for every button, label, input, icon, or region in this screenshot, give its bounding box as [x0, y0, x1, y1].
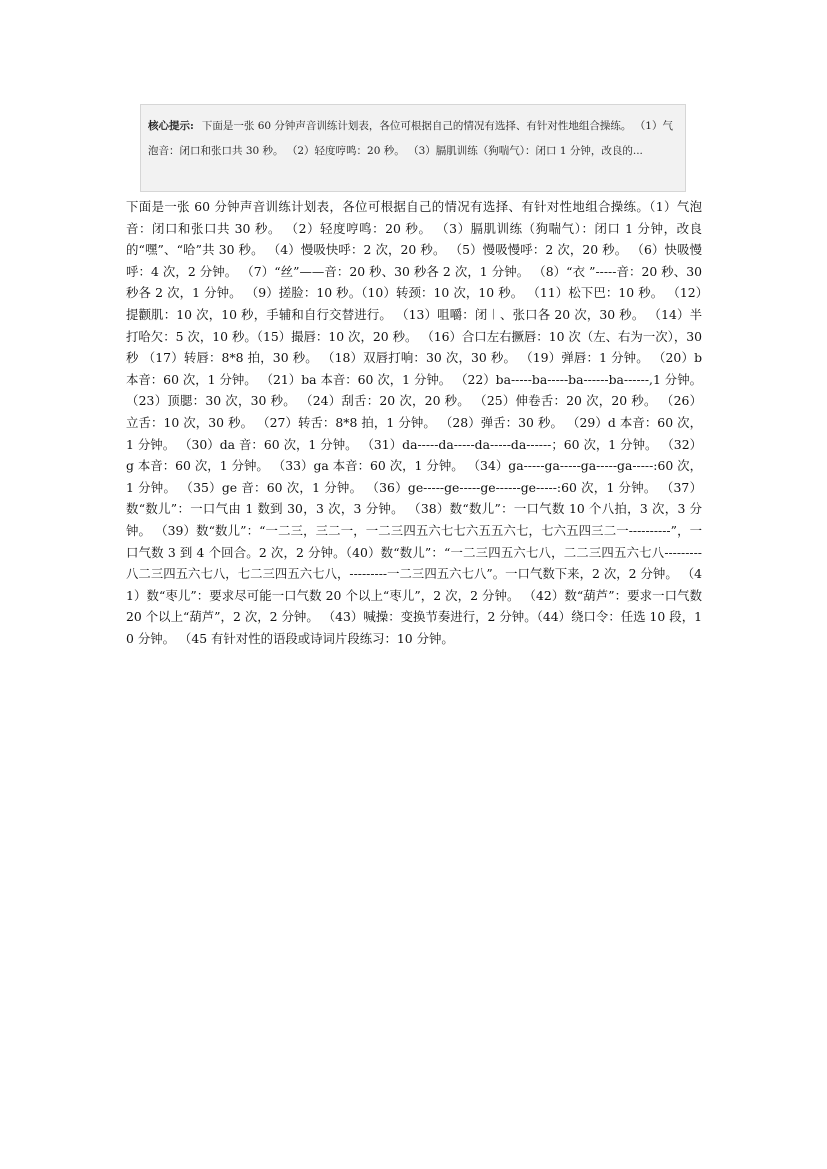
article-body: 下面是一张 60 分钟声音训练计划表，各位可根据自己的情况有选择、有针对性地组合操练。（1）气泡音：闭口和张口共 30 秒。 （2）轻度哼鸣：20 秒。 （3）膈肌训练（狗喘气）：闭口 1 分钟，改良的“嘿”、“哈”共 30 秒。 （4）慢吸快呼：2 次，20 秒。 （5）慢吸慢呼：2 次，20 秒。 （6）快吸慢呼：4 次，2 分钟。 （7）“丝”——音：20 秒、30 秒各 2 次，1 分钟。 （8）“衣 ”-----音：20 秒、30 秒各 2 次，1 分钟。 （9）搓脸：10 秒。（10）转颈：10 次，10 秒。 （11）松下巴：10 秒。 （12）提颧肌：10 次，10 秒，手辅和自行交替进行。 （13）咀嚼：闭︱、张口各 20 次，30 秒。 （14）半打哈欠：5 次，10 秒。（15）撮唇：10 次，20 秒。 （16）合口左右撅唇：10 次（左、右为一次），30 秒 （17）转唇：8*8 拍，30 秒。 （18）双唇打响：30 次，30 秒。 （19）弹唇：1 分钟。 （20）b 本音：60 次，1 分钟。 （21）ba 本音：60 次，1 分钟。 （22）ba-----ba-----ba------ba------,1 分钟。 （23）顶腮：30 次，30 秒。 （24）刮舌：20 次，20 秒。 （25）伸卷舌：20 次，20 秒。 （26）立舌：10 次，30 秒。 （27）转舌：8*8 拍，1 分钟。 （28）弹舌：30 秒。 （29）d 本音：60 次，1 分钟。 （30）da 音：60 次，1 分钟。 （31）da-----da-----da-----da------；60 次，1 分钟。 （32）g 本音：60 次，1 分钟。 （33）ga 本音：60 次，1 分钟。 （34）ga-----ga-----ga-----ga-----:60 次，1 分钟。 （35）ge 音：60 次，1 分钟。 （36）ge-----ge-----ge------ge-----:60 次，1 分钟。 （37）数“数儿”：一口气由 1 数到 30，3 次，3 分钟。 （38）数“数儿”：一口气数 10 个八拍，3 次，3 分钟。 （39）数“数儿”：“一二三，三二一，一二三四五六七七六五五六七，七六五四三二一----------”，一口气数 3 到 4 个回合。2 次，2 分钟。（40）数“数儿”：“一二三四五六七八，二二三四五六七八---------八二三四五六七八，七二三四五六七八，---------一二三四五六七八”。一口气数下来，2 次，2 分钟。 （41）数“枣儿”：要求尽可能一口气数 20 个以上“枣儿”，2 次，2 分钟。 （42）数“葫芦”：要求一口气数 20 个以上“葫芦”，2 次，2 分钟。 （43）喊操：变换节奏进行，2 分钟。（44）绕口令：任选 10 段，10 分钟。 （45 有针对性的语段或诗词片段练习：10 分钟。 [126, 199, 702, 646]
summary-box [140, 104, 686, 192]
summary-label: 核心提示: [148, 120, 194, 132]
summary-text: 下面是一张 60 分钟声音训练计划表，各位可根据自己的情况有选择、有针对性地组合操练。 （1）气泡音：闭口和张口共 30 秒。 （2）轻度哼鸣：20 秒。 （3）膈肌训练（狗喘气）：闭口 1 分钟，改良的... [148, 120, 673, 157]
